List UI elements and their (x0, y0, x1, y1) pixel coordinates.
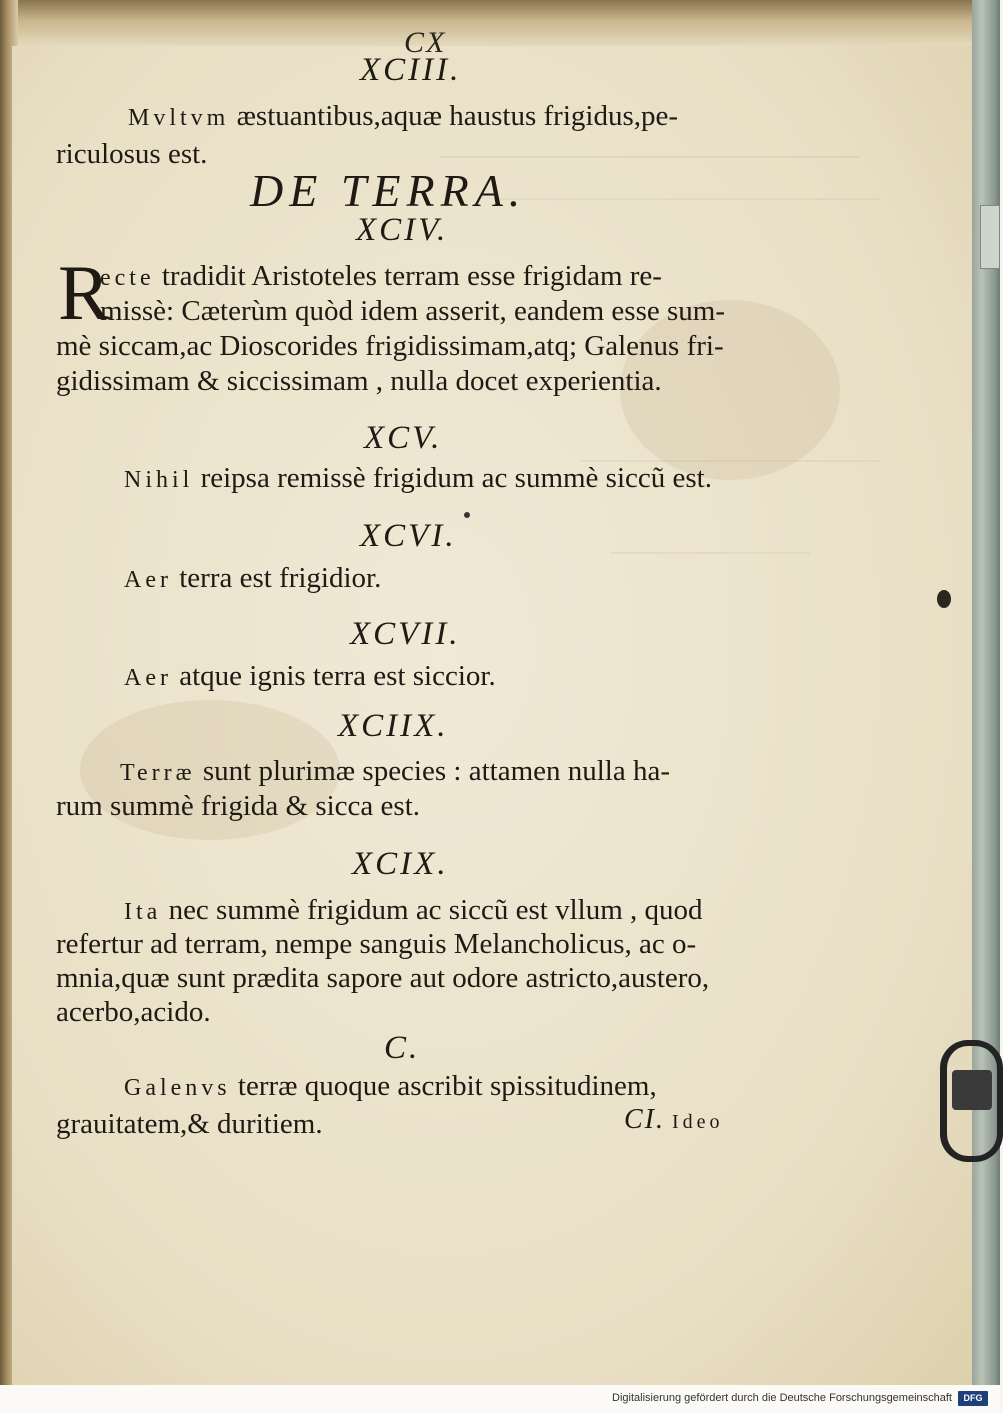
text-line: sunt plurimæ species : attamen nulla ha- (202, 755, 671, 787)
aphorism-number: XCIX. (352, 846, 449, 882)
text-line: acerbo,acido. (56, 996, 211, 1028)
text-line: mnia,quæ sunt prædita sapore aut odore astricto,austero, (56, 962, 710, 994)
text-line: mè siccam,ac Dioscorides frigidissimam,atq; Galenus fri- (56, 330, 724, 362)
footer-credit: Digitalisierung gefördert durch die Deutsche Forschungsgemeinschaft (612, 1392, 952, 1404)
aphorism-number: XCVII. (350, 616, 461, 652)
section-heading: DE TERRA. (250, 165, 527, 216)
text-line: grauitatem,& duritiem. (56, 1108, 323, 1140)
aphorism-line (128, 100, 678, 133)
text-line: terra est frigidior. (179, 562, 382, 594)
text-line: gidissimam & siccissimam , nulla docet experientia. (56, 365, 662, 397)
lead-word: Aer (124, 567, 172, 593)
aphorism-line (124, 660, 496, 693)
aphorism-number: XCV. (364, 420, 443, 456)
aphorism-line (100, 260, 662, 293)
lead-word: Nihil (124, 467, 194, 493)
show-through (440, 116, 980, 1016)
lead-word: Aer (124, 665, 172, 691)
text-line: tradidit Aristoteles terram esse frigidam re- (161, 260, 662, 292)
footer-bar (0, 1385, 1000, 1413)
catchword (624, 1104, 724, 1136)
lead-word: Mvltvm (128, 105, 230, 131)
aphorism-line (124, 1070, 657, 1103)
aphorism-line (124, 462, 712, 495)
text-line: æstuantibus,aquæ haustus frigidus,pe- (236, 100, 679, 132)
text-line: reipsa remissè frigidum ac summè siccũ est. (200, 462, 712, 494)
binding-clasp (952, 1070, 992, 1110)
cover-tab (980, 205, 1000, 269)
text-line: riculosus est. (56, 138, 208, 170)
text-line: refertur ad terram, nempe sanguis Melancholicus, ac o- (56, 928, 697, 960)
text-line: nec summè frigidum ac siccũ est vllum , quod (168, 894, 703, 926)
page-top-edge (0, 0, 1000, 59)
aphorism-number: XCIIX. (338, 708, 449, 744)
lead-word: Terræ (120, 760, 196, 786)
aphorism-line (120, 755, 670, 788)
aphorism-number: XCIII. (360, 52, 462, 88)
text-line: rum summè frigida & sicca est. (56, 790, 421, 822)
text-line: atque ignis terra est siccior. (179, 660, 496, 692)
text-line: missè: Cæterùm quòd idem asserit, eandem esse sum- (100, 295, 726, 327)
lead-word: Ita (124, 899, 162, 925)
aphorism-line (124, 562, 381, 595)
running-head-fragment: CX (404, 26, 447, 59)
dfg-logo[interactable]: DFG (958, 1391, 988, 1406)
aphorism-number: XCIV. (356, 212, 449, 248)
drop-cap: R (58, 249, 111, 336)
text-line: terræ quoque ascribit spissitudinem, (237, 1070, 657, 1102)
lead-word: ecte (100, 265, 155, 291)
lead-word: Galenvs (124, 1075, 231, 1101)
aphorism-number: XCVI. (360, 518, 457, 554)
catchword-numeral: CI. (624, 1104, 665, 1135)
catchword-word: Ideo (672, 1111, 724, 1133)
aphorism-number: C. (384, 1030, 421, 1066)
aphorism-line (124, 894, 703, 927)
